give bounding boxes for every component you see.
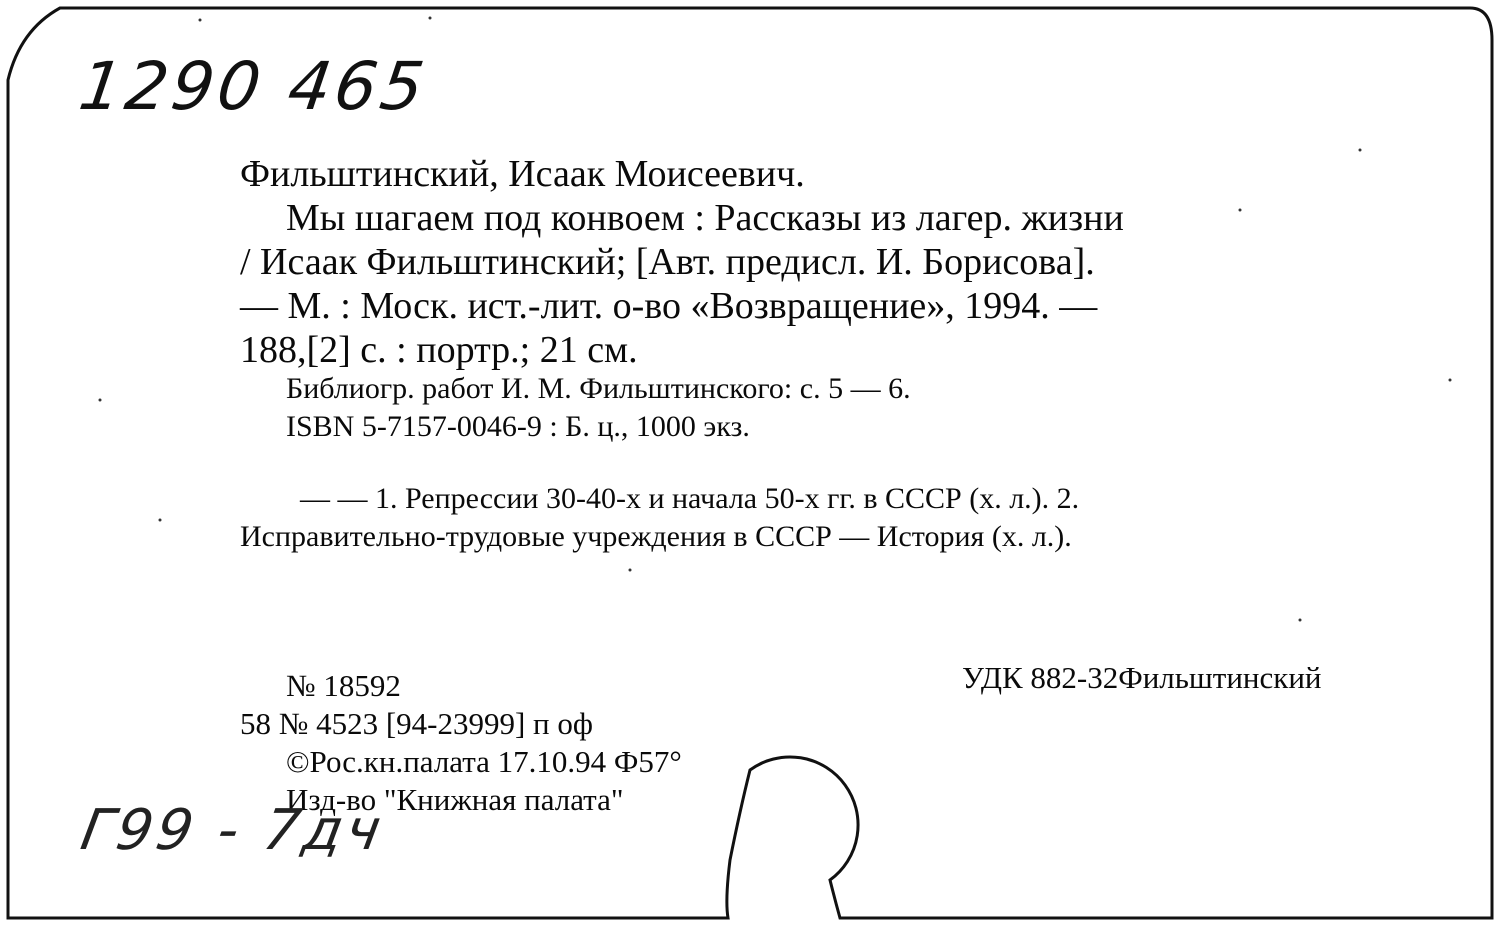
title-line-2: / Исаак Фильштинский; [Авт. предисл. И. Борисова]. [240, 241, 1095, 283]
bibliography-note: Библиогр. работ И. М. Фильштинского: с. 5 — 6. [286, 372, 911, 405]
title-line-3: — М. : Моск. ист.-лит. о-во «Возвращение», 1994. — [240, 285, 1098, 327]
publisher-line: Изд-во "Книжная палата" [286, 782, 624, 817]
copyright-line: ©Рос.кн.палата 17.10.94 Ф57° [286, 744, 682, 779]
isbn-line: ISBN 5-7157-0046-9 : Б. ц., 1000 экз. [286, 410, 750, 443]
handwritten-shelf-code: 1290 465 [74, 48, 433, 125]
subjects-line-1: — — 1. Репрессии 30-40-х и начала 50-х гг. в СССР (х. л.). 2. [300, 482, 1080, 515]
title-line-1: Мы шагаем под конвоем : Рассказы из лагер. жизни [286, 197, 1124, 239]
handwritten-index-code: Г99 - 7дч [76, 798, 390, 863]
register-line: 58 № 4523 [94-23999] п оф [240, 706, 593, 741]
subjects-line-2: Исправительно-трудовые учреждения в СССР — История (х. л.). [240, 520, 1072, 553]
card-number: № 18592 [286, 668, 401, 703]
udk-code: УДК 882-32Фильштинский [962, 660, 1322, 695]
title-line-4: 188,[2] с. : портр.; 21 см. [240, 329, 638, 371]
author-heading: Фильштинский, Исаак Моисеевич. [240, 153, 805, 195]
